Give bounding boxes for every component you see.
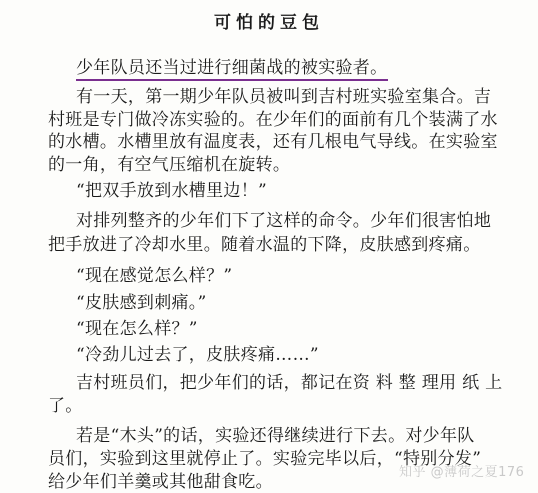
text-line: 若是“木头”的话，实验还得继续进行下去。对少年队 xyxy=(76,426,475,446)
text-line: “皮肤感到刺痛。” xyxy=(76,293,207,313)
watermark-text: 知乎 @薄荷之夏176 xyxy=(399,465,525,480)
text-line: 吉村班员们，把少年们的话，都记在资 料 整 理用 纸 上 xyxy=(76,373,503,393)
text-line: “现在怎么样？” xyxy=(76,319,198,339)
text-line: 少年队员还当过进行细菌战的被实验者。 xyxy=(76,58,388,78)
text-line: 有一天，第一期少年队员被叫到吉村班实验室集合。吉 xyxy=(76,87,492,107)
text-line: 的一角，有空气压缩机在旋转。 xyxy=(48,155,291,175)
text-line: “把双手放到水槽里边！” xyxy=(76,181,267,201)
text-line: 的水槽。水槽里放有温度表，还有几根电气导线。在实验室 xyxy=(48,132,498,152)
text-line: 村班是专门做冷冻实验的。在少年们的面前有几个装满了水 xyxy=(48,110,498,130)
text-line: “冷劲儿过去了，皮肤疼痛……” xyxy=(76,345,319,365)
text-line: 了。 xyxy=(48,396,83,416)
text-line: 把手放进了冷却水里。随着水温的下降，皮肤感到疼痛。 xyxy=(48,235,481,255)
text-line: 给少年们羊羹或其他甜食吃。 xyxy=(48,472,273,492)
text-line: 员们，实验到这里就停止了。实验完毕以后，“特别分发” xyxy=(48,449,482,469)
page-title: 可怕的豆包 xyxy=(214,13,324,33)
text-line: “现在感觉怎么样？” xyxy=(76,266,233,286)
underline-mark xyxy=(76,79,388,81)
text-line: 对排列整齐的少年们下了这样的命令。少年们很害怕地 xyxy=(76,211,492,231)
